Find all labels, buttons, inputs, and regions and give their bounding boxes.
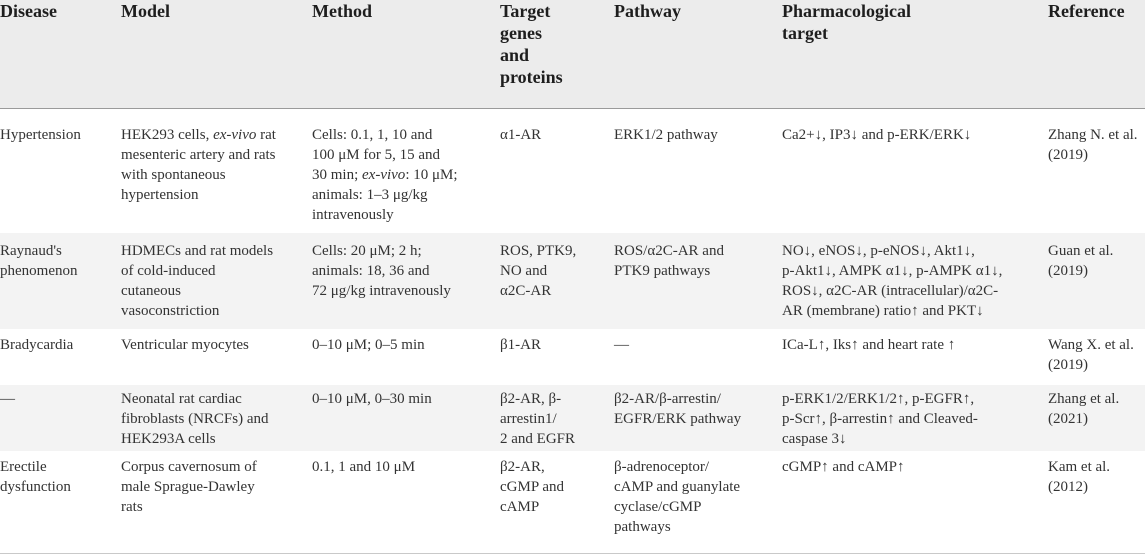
cell-line: 0.1, 1 and 10 μM — [312, 459, 416, 475]
cell-method — [312, 389, 432, 409]
cell-line: p-ERK1/2/ERK1/2↑, p-EGFR↑, — [782, 391, 975, 407]
cell-reference — [1048, 241, 1113, 281]
cell-disease — [0, 457, 71, 497]
cell-line: PTK9 pathways — [614, 263, 711, 279]
cell-line: ROS, PTK9, — [500, 243, 577, 259]
header-text: Disease — [0, 1, 57, 21]
header-text: Reference — [1048, 1, 1125, 21]
cell-disease — [0, 241, 77, 281]
header-pharmacological-target — [782, 0, 1012, 44]
cell-line: 2 and EGFR — [500, 431, 575, 447]
cell-line: Cells: 0.1, 1, 10 and — [312, 127, 433, 143]
cell-line: pathways — [614, 519, 671, 535]
cell-line: Cells: 20 μM; 2 h; — [312, 243, 422, 259]
header-text: Method — [312, 1, 372, 21]
cell-line: Zhang et al. — [1048, 391, 1120, 407]
cell-method — [312, 457, 415, 477]
cell-line: β2-AR, β- — [500, 391, 562, 407]
cell-line: vasoconstriction — [121, 303, 220, 319]
cell-pharm-target — [782, 389, 978, 449]
cell-line: p-Akt1↓, AMPK α1↓, p-AMPK α1↓, — [782, 263, 1003, 279]
cell-model — [121, 335, 249, 355]
cell-line: α2C-AR — [500, 283, 552, 299]
cell-line: cGMP↑ and cAMP↑ — [782, 459, 905, 475]
cell-line: ROS/α2C-AR and — [614, 243, 724, 259]
cell-reference — [1048, 457, 1110, 497]
cell-line: (2021) — [1048, 411, 1088, 427]
header-text: Pharmacological — [782, 1, 911, 21]
cell-line: NO↓, eNOS↓, p-eNOS↓, Akt1↓, — [782, 243, 975, 259]
header-disease — [0, 0, 100, 22]
cell-method — [312, 125, 458, 225]
cell-line: Ca2+↓, IP3↓ and p-ERK/ERK↓ — [782, 127, 972, 143]
cell-line: hypertension — [121, 187, 199, 203]
cell-line: Ventricular myocytes — [121, 337, 249, 353]
cell-line: cutaneous — [121, 283, 181, 299]
cell-line: 72 μg/kg intravenously — [312, 283, 451, 299]
cell-reference — [1048, 389, 1119, 429]
cell-line: AR (membrane) ratio↑ and PKT↓ — [782, 303, 984, 319]
cell-line: intravenously — [312, 207, 394, 223]
cell-line: 100 μM for 5, 15 and — [312, 147, 441, 163]
cell-line: rats — [121, 499, 143, 515]
cell-line: Zhang N. et al. — [1048, 127, 1138, 143]
cell-line: α1-AR — [500, 127, 542, 143]
cell-method — [312, 335, 425, 355]
cell-line: EGFR/ERK pathway — [614, 411, 742, 427]
cell-line: animals: 1–3 μg/kg — [312, 187, 428, 203]
cell-line: Neonatal rat cardiac — [121, 391, 242, 407]
cell-line: HEK293A cells — [121, 431, 216, 447]
header-target-genes-proteins — [500, 0, 590, 88]
cell-line: cAMP and guanylate — [614, 479, 741, 495]
header-model — [121, 0, 281, 22]
cell-disease — [0, 335, 73, 355]
cell-line: β-adrenoceptor/ — [614, 459, 710, 475]
cell-pharm-target — [782, 241, 1002, 321]
header-method — [312, 0, 472, 22]
cell-reference — [1048, 335, 1134, 375]
cell-line: animals: 18, 36 and — [312, 263, 430, 279]
cell-line: HEK293 cells, ex-vivo rat — [121, 127, 276, 143]
cell-line: of cold-induced — [121, 263, 216, 279]
cell-line: arrestin1/ — [500, 411, 557, 427]
cell-reference — [1048, 125, 1138, 165]
cell-line: with spontaneous — [121, 167, 226, 183]
cell-targets — [500, 389, 575, 449]
cell-disease — [0, 125, 81, 145]
cell-line: ERK1/2 pathway — [614, 127, 718, 143]
cell-line: (2019) — [1048, 357, 1088, 373]
cell-line: Hypertension — [0, 127, 81, 143]
cell-method — [312, 241, 451, 301]
header-text: target — [782, 23, 828, 43]
cell-line: phenomenon — [0, 263, 78, 279]
cell-line: ROS↓, α2C-AR (intracellular)/α2C- — [782, 283, 999, 299]
header-text: Pathway — [614, 1, 681, 21]
cell-line: NO and — [500, 263, 548, 279]
cell-line: (2019) — [1048, 263, 1088, 279]
cell-model — [121, 241, 273, 321]
cell-line: HDMECs and rat models — [121, 243, 274, 259]
cell-model — [121, 125, 276, 205]
header-text: Target — [500, 1, 551, 21]
table-bottom-border — [0, 553, 1145, 554]
cell-line: Raynaud's — [0, 243, 62, 259]
cell-line: Erectile — [0, 459, 47, 475]
cell-line: — — [614, 337, 629, 353]
cell-line: (2019) — [1048, 147, 1088, 163]
cell-line: dysfunction — [0, 479, 71, 495]
cell-model — [121, 457, 257, 517]
header-pathway — [614, 0, 764, 22]
cell-line: — — [0, 391, 15, 407]
cell-pathway — [614, 335, 629, 355]
cell-line: 30 min; ex-vivo: 10 μM; — [312, 167, 458, 183]
header-text: Model — [121, 1, 170, 21]
cell-line: cAMP — [500, 499, 540, 515]
cell-line: p-Scr↑, β-arrestin↑ and Cleaved- — [782, 411, 978, 427]
cell-pathway — [614, 241, 724, 281]
cell-targets — [500, 125, 541, 145]
cell-line: mesenteric artery and rats — [121, 147, 276, 163]
cell-line: β2-AR, — [500, 459, 545, 475]
cell-pathway — [614, 125, 718, 145]
cell-line: Bradycardia — [0, 337, 74, 353]
cell-line: ICa-L↑, Iks↑ and heart rate ↑ — [782, 337, 956, 353]
cell-pharm-target — [782, 335, 955, 355]
cell-line: 0–10 μM, 0–30 min — [312, 391, 432, 407]
cell-pathway — [614, 457, 740, 537]
cell-line: β2-AR/β-arrestin/ — [614, 391, 721, 407]
cell-line: 0–10 μM; 0–5 min — [312, 337, 425, 353]
cell-line: Guan et al. — [1048, 243, 1114, 259]
cell-line: cyclase/cGMP — [614, 499, 702, 515]
header-text: genes — [500, 23, 542, 43]
header-text: proteins — [500, 67, 563, 87]
header-reference — [1048, 0, 1145, 22]
cell-targets — [500, 457, 564, 517]
cell-line: fibroblasts (NRCFs) and — [121, 411, 269, 427]
header-text: and — [500, 45, 530, 65]
cell-pharm-target — [782, 125, 971, 145]
cell-line: Kam et al. — [1048, 459, 1111, 475]
cell-line: β1-AR — [500, 337, 541, 353]
cell-line: Corpus cavernosum of — [121, 459, 257, 475]
cell-targets — [500, 241, 576, 301]
cell-disease — [0, 389, 15, 409]
cell-pathway — [614, 389, 741, 429]
cell-line: Wang X. et al. — [1048, 337, 1134, 353]
cell-targets — [500, 335, 541, 355]
cell-line: (2012) — [1048, 479, 1088, 495]
cell-pharm-target — [782, 457, 905, 477]
cell-line: caspase 3↓ — [782, 431, 847, 447]
cell-line: cGMP and — [500, 479, 565, 495]
cell-line: male Sprague-Dawley — [121, 479, 255, 495]
cell-model — [121, 389, 269, 449]
